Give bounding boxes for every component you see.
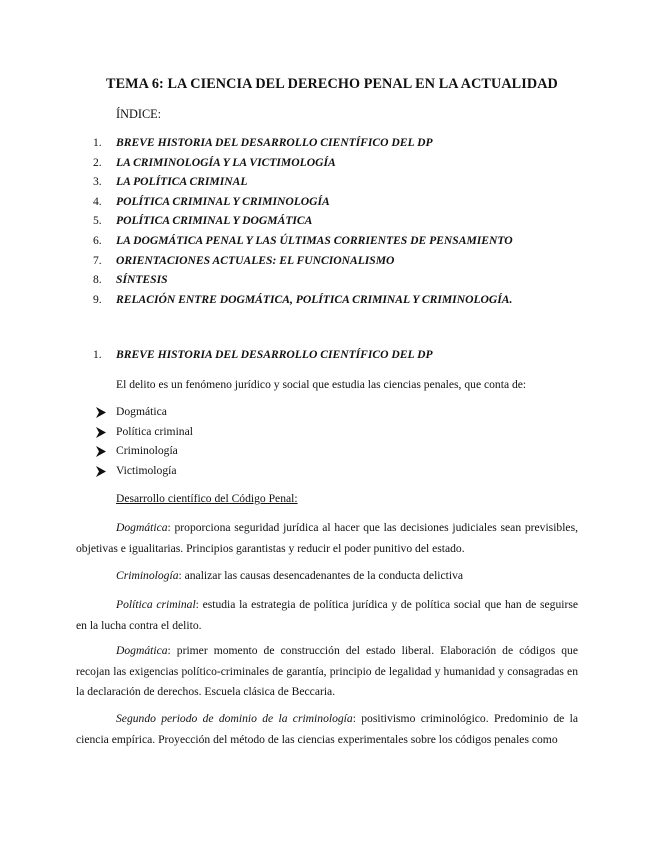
toc-item xyxy=(93,293,513,313)
paragraph-text: : analizar las causas desencadenantes de la conducta delictiva xyxy=(178,569,464,582)
list-item xyxy=(96,444,193,464)
paragraph xyxy=(76,518,578,559)
toc-number: 3. xyxy=(93,175,102,189)
toc-text: LA POLÍTICA CRIMINAL xyxy=(116,175,248,189)
toc-item xyxy=(93,156,513,176)
toc-text: POLÍTICA CRIMINAL Y CRIMINOLOGÍA xyxy=(116,194,330,208)
paragraph xyxy=(76,566,578,587)
toc-text: BREVE HISTORIA DEL DESARROLLO CIENTÍFICO DEL DP xyxy=(116,136,433,149)
list-item xyxy=(96,464,193,484)
toc-item xyxy=(93,195,513,215)
paragraph-text: : estudia la estrategia de política jurídica y de política social que han de seguirse en la lucha contra el delito. xyxy=(76,598,578,632)
section-title: BREVE HISTORIA DEL DESARROLLO CIENTÍFICO DEL DP xyxy=(116,348,433,361)
bullet-list xyxy=(96,405,193,484)
toc-item xyxy=(93,136,513,156)
toc-text: POLÍTICA CRIMINAL Y DOGMÁTICA xyxy=(116,214,313,228)
paragraph-text: : positivismo criminológico. Predominio de la ciencia empírica. Proyección del método de las ciencias experimentales sobre los códigos penales como xyxy=(76,712,578,746)
paragraph xyxy=(76,595,578,636)
list-item-text: Criminología xyxy=(116,444,178,458)
toc-item xyxy=(93,254,513,274)
list-item-text: Victimología xyxy=(116,464,177,478)
paragraph-lead: Segundo periodo de dominio de la criminología xyxy=(116,712,353,725)
paragraph-text: : proporciona seguridad jurídica al hacer que las decisiones judiciales sean previsibles, objetivas e igualitarias. Principios garantistas y reducir el poder punitivo del estado. xyxy=(76,521,578,555)
section-heading xyxy=(93,348,433,361)
paragraph xyxy=(76,709,578,750)
toc-text: LA CRIMINOLOGÍA Y LA VICTIMOLOGÍA xyxy=(116,155,336,169)
arrow-bullet-icon xyxy=(96,405,116,418)
toc-number: 7. xyxy=(93,253,102,267)
subsection-heading: Desarrollo científico del Código Penal: xyxy=(116,492,298,505)
intro-text: El delito es un fenómeno jurídico y social que estudia las ciencias penales, que conta de: xyxy=(116,378,527,391)
toc-number: 2. xyxy=(93,155,102,169)
toc-text: RELACIÓN ENTRE DOGMÁTICA, POLÍTICA CRIMINAL Y CRIMINOLOGÍA. xyxy=(116,292,513,306)
toc-item xyxy=(93,234,513,254)
paragraph-lead: Dogmática xyxy=(116,521,168,534)
toc-text: LA DOGMÁTICA PENAL Y LAS ÚLTIMAS CORRIENTES DE PENSAMIENTO xyxy=(116,233,513,247)
section-number: 1. xyxy=(93,348,102,361)
toc-number: 6. xyxy=(93,233,102,247)
list-item xyxy=(96,425,193,445)
paragraph-lead: Dogmática xyxy=(116,644,168,657)
toc-number: 9. xyxy=(93,292,102,306)
list-item-text: Dogmática xyxy=(116,405,167,418)
paragraph xyxy=(76,641,578,703)
list-item xyxy=(96,405,193,425)
paragraph-lead: Política criminal xyxy=(116,598,196,611)
arrow-bullet-icon xyxy=(96,425,116,438)
index-label: ÍNDICE: xyxy=(116,107,162,121)
paragraph-text: : primer momento de construcción del estado liberal. Elaboración de códigos que recojan las exigencias político-criminales de garantía, principio de legalidad y humanidad y consagradas en la declaración de derechos. Escuela clásica de Beccaria. xyxy=(76,644,578,698)
arrow-bullet-icon xyxy=(96,444,116,457)
document-title: TEMA 6: LA CIENCIA DEL DERECHO PENAL EN LA ACTUALIDAD xyxy=(106,76,558,92)
paragraph-lead: Criminología xyxy=(116,569,179,582)
table-of-contents xyxy=(93,136,513,312)
toc-item xyxy=(93,273,513,293)
toc-number: 5. xyxy=(93,214,102,228)
list-item-text: Política criminal xyxy=(116,424,193,438)
toc-item xyxy=(93,214,513,234)
toc-number: 8. xyxy=(93,273,102,287)
toc-text: SÍNTESIS xyxy=(116,273,168,287)
toc-item xyxy=(93,175,513,195)
toc-number: 4. xyxy=(93,194,102,208)
toc-number: 1. xyxy=(93,136,102,149)
toc-text: ORIENTACIONES ACTUALES: EL FUNCIONALISMO xyxy=(116,253,395,267)
arrow-bullet-icon xyxy=(96,464,116,477)
